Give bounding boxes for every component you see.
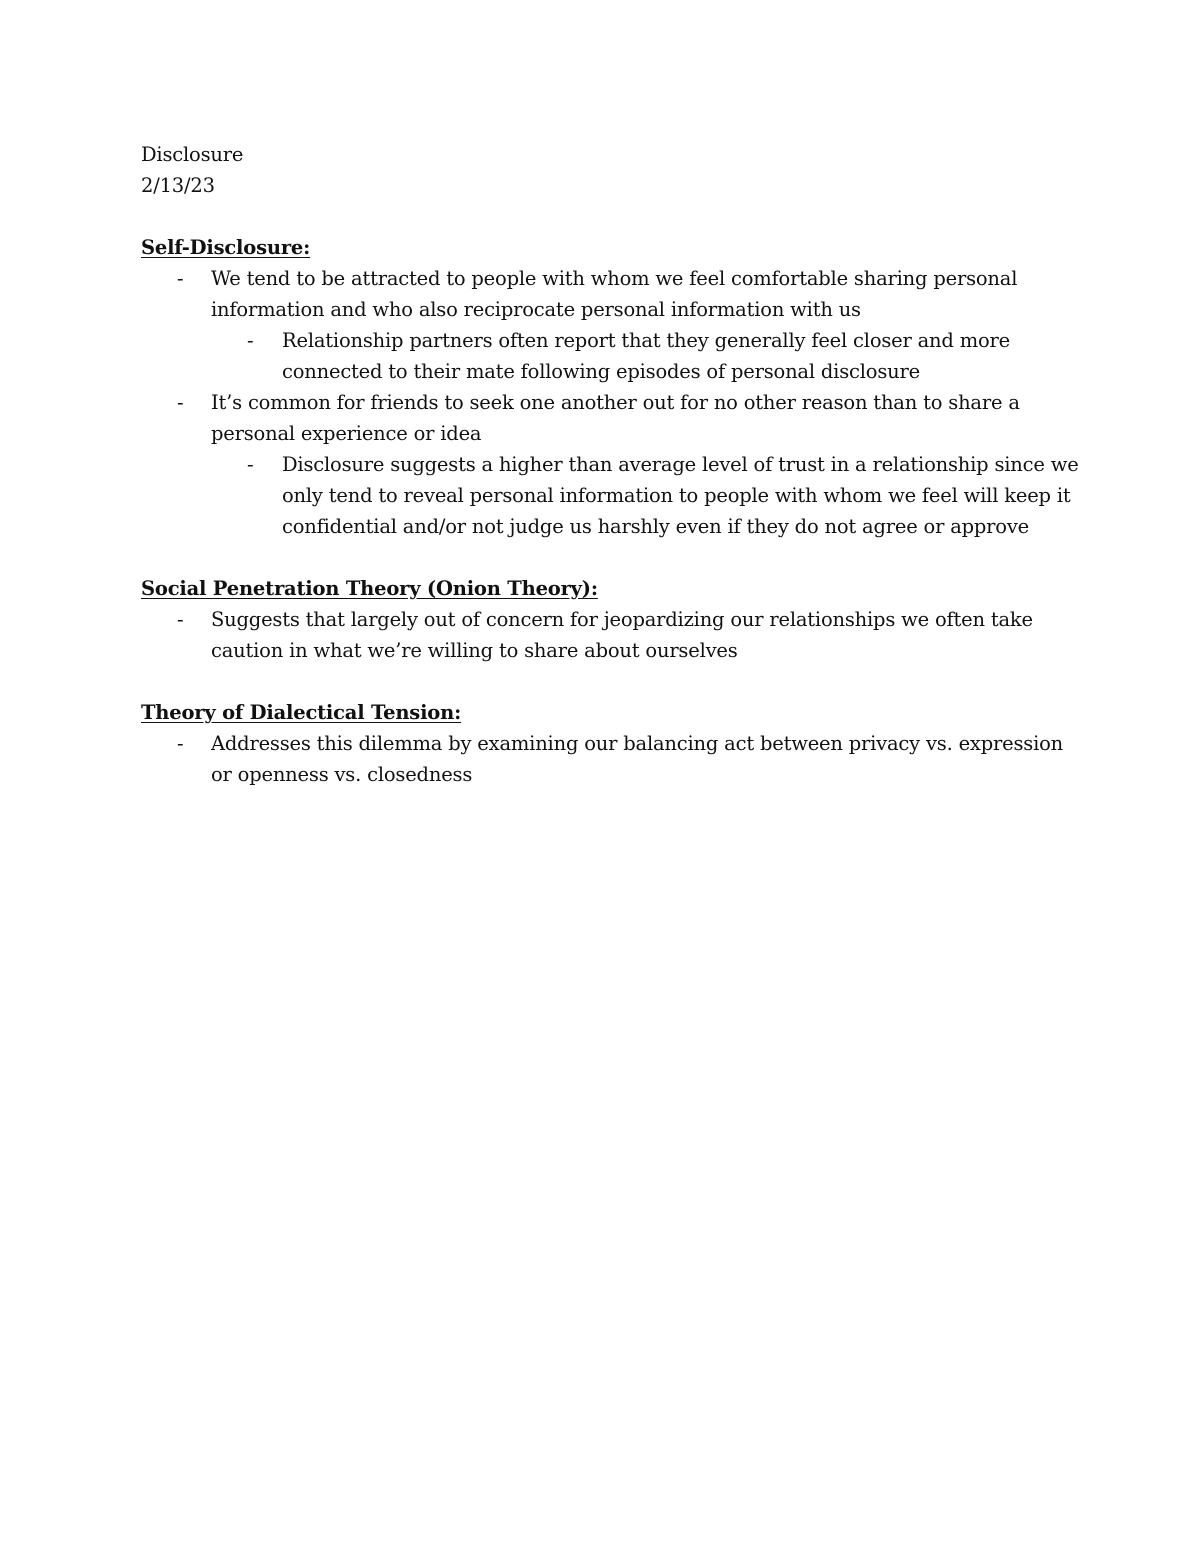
dash-bullet-icon: -: [177, 391, 184, 414]
list-item: [141, 728, 1071, 790]
section-social-penetration-theory: [141, 573, 1071, 666]
list-item-line: confidential and/or not judge us harshly even if they do not agree or approve: [282, 515, 1030, 538]
list-item-line: Relationship partners often report that they generally feel closer and more: [282, 329, 1010, 352]
section-heading: Theory of Dialectical Tension:: [141, 701, 462, 724]
document-title: Disclosure: [141, 143, 244, 166]
dash-bullet-icon: -: [177, 608, 184, 631]
list-item-line: Suggests that largely out of concern for jeopardizing our relationships we often take: [211, 608, 1033, 631]
list-item-line: Disclosure suggests a higher than average level of trust in a relationship since we: [282, 453, 1079, 476]
list-item-line: Addresses this dilemma by examining our balancing act between privacy vs. expression: [211, 732, 1064, 755]
section-heading: Social Penetration Theory (Onion Theory):: [141, 577, 598, 600]
dash-bullet-icon: -: [247, 453, 254, 476]
dash-bullet-icon: -: [177, 732, 184, 755]
dash-bullet-icon: -: [247, 329, 254, 352]
list-item-line: or openness vs. closedness: [211, 763, 473, 786]
list-item-line: only tend to reveal personal information to people with whom we feel will keep it: [282, 484, 1071, 507]
list-item: [141, 449, 1079, 542]
bullet-list: [141, 263, 1079, 542]
bullet-list: [141, 604, 1071, 666]
spacer: [141, 542, 1071, 573]
list-item: [141, 604, 1071, 666]
dash-bullet-icon: -: [177, 267, 184, 290]
list-item: [141, 263, 1071, 325]
spacer: [141, 666, 1071, 697]
list-item-line: connected to their mate following episodes of personal disclosure: [282, 360, 920, 383]
spacer: [141, 201, 1071, 232]
list-item-line: caution in what we’re willing to share about ourselves: [211, 639, 738, 662]
list-item: [141, 387, 1071, 449]
list-item-line: We tend to be attracted to people with whom we feel comfortable sharing personal: [211, 267, 1018, 290]
list-item-line: personal experience or idea: [211, 422, 482, 445]
document-date: 2/13/23: [141, 174, 215, 197]
document-page: [141, 139, 1079, 790]
list-item-line: It’s common for friends to seek one another out for no other reason than to share a: [211, 391, 1020, 414]
list-item-line: information and who also reciprocate personal information with us: [211, 298, 861, 321]
section-heading: Self-Disclosure:: [141, 236, 311, 259]
list-item: [141, 325, 1071, 387]
bullet-list: [141, 728, 1071, 790]
section-self-disclosure: [141, 232, 1079, 542]
section-dialectical-tension: [141, 697, 1071, 790]
